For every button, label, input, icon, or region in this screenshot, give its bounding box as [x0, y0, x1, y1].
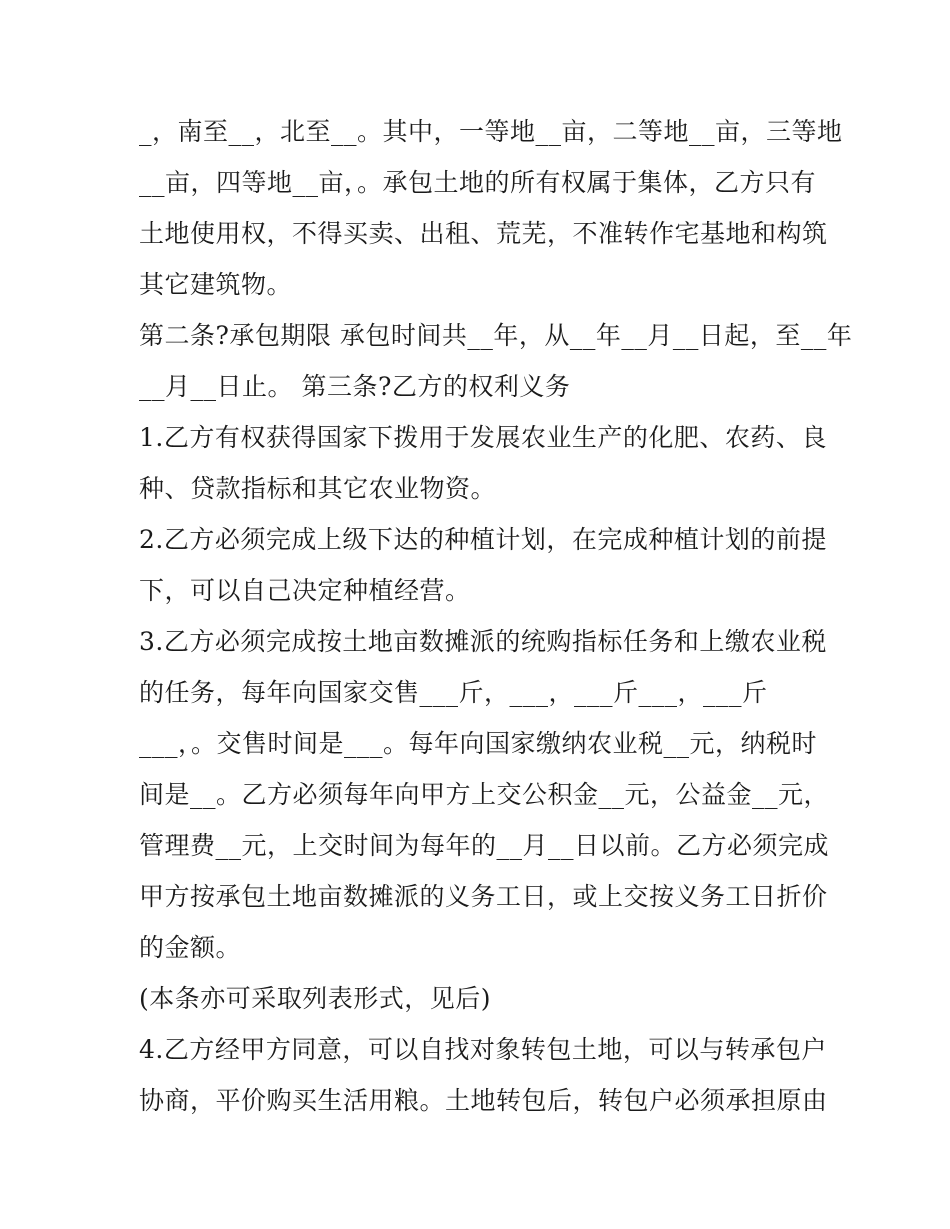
text-line: 的金额。 [139, 933, 242, 962]
clause-3-line: 3.乙方必须完成按土地亩数摊派的统购指标任务和上缴农业税 [139, 627, 827, 656]
clause-2-line: 2.乙方必须完成上级下达的种植计划，在完成种植计划的前提 [139, 525, 827, 554]
note-line: (本条亦可采取列表形式，见后) [139, 984, 492, 1013]
text-line: _，南至__，北至__。其中，一等地__亩，二等地__亩，三等地 [139, 117, 843, 146]
text-line: 协商，平价购买生活用粮。土地转包后，转包户必须承担原由 [139, 1086, 828, 1115]
text-line: 其它建筑物。 [139, 270, 293, 299]
text-line: 土地使用权，不得买卖、出租、荒芜，不准转作宅基地和构筑 [139, 219, 828, 248]
text-line: 种、贷款指标和其它农业物资。 [139, 474, 497, 503]
text-line: 间是__。乙方必须每年向甲方上交公积金__元，公益金__元， [139, 780, 830, 809]
text-line: 的任务，每年向国家交售___斤，___，___斤___，___斤 [139, 678, 768, 707]
text-line: 管理费__元，上交时间为每年的__月__日以前。乙方必须完成 [139, 831, 830, 860]
text-line: 下，可以自己决定种植经营。 [139, 576, 471, 605]
text-line: __月__日止。 第三条?乙方的权利义务 [139, 372, 571, 401]
text-line: __亩，四等地__亩，。承包土地的所有权属于集体，乙方只有 [139, 168, 817, 197]
clause-1-line: 1.乙方有权获得国家下拨用于发展农业生产的化肥、农药、良 [139, 423, 827, 452]
text-line: ___，。交售时间是___。每年向国家缴纳农业税__元，纳税时 [139, 729, 818, 758]
document-body [139, 106, 853, 1126]
text-line: 甲方按承包土地亩数摊派的义务工日，或上交按义务工日折价 [139, 882, 828, 911]
article-2-heading-line: 第二条?承包期限 承包时间共__年，从__年__月__日起，至__年 [139, 321, 853, 350]
clause-4-line: 4.乙方经甲方同意，可以自找对象转包土地，可以与转承包户 [139, 1035, 827, 1064]
